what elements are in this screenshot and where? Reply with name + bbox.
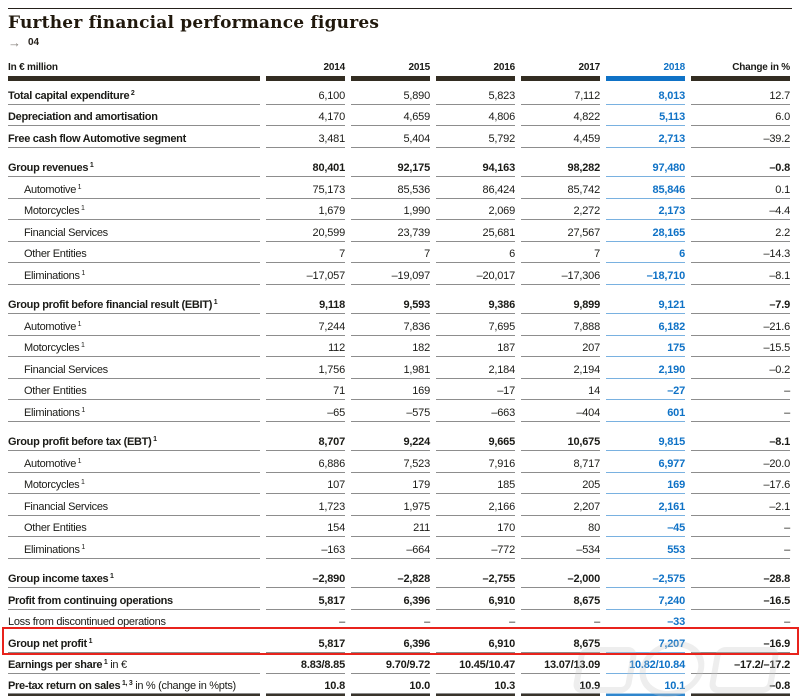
value-cell-highlight-year: 601: [606, 407, 685, 422]
value-cell: 9,665: [436, 436, 515, 451]
value-cell: 86,424: [436, 184, 515, 199]
value-cell-highlight-year: 6: [606, 248, 685, 263]
row-label: Other Entities: [8, 248, 260, 263]
row-label: Automotive $^1$: [8, 458, 260, 473]
value-cell: –0.2: [691, 364, 790, 379]
value-cell: 25,681: [436, 227, 515, 242]
value-cell: 10.9: [521, 680, 600, 696]
row-label: Financial Services: [8, 227, 260, 242]
value-cell: 9,224: [351, 436, 430, 451]
value-cell: 10.8: [266, 680, 345, 696]
value-cell: –2,890: [266, 573, 345, 588]
year-header-2018: 2018: [606, 62, 685, 81]
value-cell-highlight-year: 175: [606, 342, 685, 357]
value-cell: 92,175: [351, 162, 430, 177]
value-cell: 7,695: [436, 321, 515, 336]
value-cell: –: [509, 616, 515, 628]
value-cell: –17,306: [521, 270, 600, 285]
value-cell: 1,990: [351, 205, 430, 220]
value-cell-highlight-year: 8,013: [606, 90, 685, 105]
value-cell: –2.1: [691, 501, 790, 516]
value-cell-highlight-year: 169: [606, 479, 685, 494]
value-cell: 7: [266, 248, 345, 263]
value-cell: 6.0: [691, 111, 790, 126]
row-label: Other Entities: [8, 385, 260, 400]
value-cell: –15.5: [691, 342, 790, 357]
value-cell: –0.8: [691, 680, 790, 696]
change-header: Change in %: [691, 62, 790, 81]
value-cell: 179: [351, 479, 430, 494]
value-cell: –19,097: [351, 270, 430, 285]
value-cell: 112: [266, 342, 345, 357]
value-cell: 9,386: [436, 299, 515, 314]
top-rule: [8, 8, 792, 9]
value-cell: 5,817: [266, 595, 345, 610]
value-cell: –20.0: [691, 458, 790, 473]
row-label: Motorcycles $^1$: [8, 479, 260, 494]
section-number: 04: [28, 36, 40, 48]
value-cell: 27,567: [521, 227, 600, 242]
value-cell: 1,679: [266, 205, 345, 220]
value-cell: 80: [521, 522, 600, 537]
value-cell: 207: [521, 342, 600, 357]
value-cell: 4,806: [436, 111, 515, 126]
value-cell-highlight-year: 7,240: [606, 595, 685, 610]
year-header-2017: 2017: [521, 62, 600, 81]
value-cell: –: [691, 544, 790, 559]
value-cell: 7,836: [351, 321, 430, 336]
value-cell: 71: [266, 385, 345, 400]
value-cell: 2.2: [691, 227, 790, 242]
value-cell: 187: [436, 342, 515, 357]
value-cell: 205: [521, 479, 600, 494]
value-cell: 5,817: [266, 638, 345, 653]
value-cell: –: [691, 522, 790, 537]
year-header-2016: 2016: [436, 62, 515, 81]
value-cell: 10.0: [351, 680, 430, 696]
table-row: [8, 177, 792, 199]
value-cell: –14.3: [691, 248, 790, 263]
table-row: [8, 263, 792, 285]
value-cell: 5,404: [351, 133, 430, 148]
value-cell: 6,886: [266, 458, 345, 473]
value-cell: 98,282: [521, 162, 600, 177]
value-cell: 5,823: [436, 90, 515, 105]
table-group: [8, 156, 792, 285]
value-cell: –163: [266, 544, 345, 559]
value-cell: 6,910: [436, 638, 515, 653]
value-cell: 10,675: [521, 436, 600, 451]
row-label: Other Entities: [8, 522, 260, 537]
value-cell: –17.6: [691, 479, 790, 494]
value-cell: –772: [436, 544, 515, 559]
value-cell: 2,184: [436, 364, 515, 379]
table-row: [8, 588, 792, 610]
row-label: Motorcycles $^1$: [8, 342, 260, 357]
table-row: [8, 430, 792, 452]
value-cell: 8,707: [266, 436, 345, 451]
table-row: [8, 126, 792, 148]
value-cell: –16.5: [691, 595, 790, 610]
row-label: Financial Services: [8, 364, 260, 379]
table-row: [8, 357, 792, 379]
value-cell: 9,118: [266, 299, 345, 314]
value-cell: 6,100: [266, 90, 345, 105]
row-label: Eliminations $^1$: [8, 407, 260, 422]
value-cell: –: [784, 616, 790, 628]
value-cell-highlight-year: 6,977: [606, 458, 685, 473]
row-label: Automotive $^1$: [8, 184, 260, 199]
row-label: Depreciation and amortisation: [8, 111, 260, 126]
value-cell: –17,057: [266, 270, 345, 285]
value-cell: 12.7: [691, 90, 790, 105]
value-cell: 10.3: [436, 680, 515, 696]
value-cell: 6,396: [351, 638, 430, 653]
table-row: [8, 156, 792, 178]
table-row: [8, 242, 792, 264]
row-label: Free cash flow Automotive segment: [8, 133, 260, 148]
value-cell: 9,899: [521, 299, 600, 314]
table-row: [8, 494, 792, 516]
value-cell: 5,792: [436, 133, 515, 148]
table-group: [8, 83, 792, 148]
value-cell: 8,717: [521, 458, 600, 473]
row-label: Pre-tax return on sales $^{1, 3}$ in % (change in %pts): [8, 680, 260, 696]
table-row: [8, 516, 792, 538]
value-cell-highlight-year: 2,713: [606, 133, 685, 148]
row-label: Automotive $^1$: [8, 321, 260, 336]
table-row: [8, 379, 792, 401]
watermark-shape: [708, 647, 780, 693]
value-cell-highlight-year: –33: [667, 616, 685, 628]
value-cell: 75,173: [266, 184, 345, 199]
value-cell: 6,910: [436, 595, 515, 610]
value-cell-highlight-year: 7,207: [606, 638, 685, 653]
value-cell: 8,675: [521, 638, 600, 653]
value-cell: 2,166: [436, 501, 515, 516]
value-cell-highlight-year: 97,480: [606, 162, 685, 177]
table-row: [8, 293, 792, 315]
value-cell: 2,194: [521, 364, 600, 379]
table-row: [8, 473, 792, 495]
value-cell: 4,459: [521, 133, 600, 148]
year-header-2014: 2014: [266, 62, 345, 81]
value-cell: 7,888: [521, 321, 600, 336]
value-cell: –4.4: [691, 205, 790, 220]
table-row: [8, 336, 792, 358]
row-label: Group net profit $^1$: [8, 638, 260, 653]
row-label: Group revenues $^1$: [8, 162, 260, 177]
value-cell-highlight-year: –27: [606, 385, 685, 400]
value-cell: 5,890: [351, 90, 430, 105]
value-cell: 23,739: [351, 227, 430, 242]
value-cell: –: [339, 616, 345, 628]
value-cell: –39.2: [691, 133, 790, 148]
value-cell: –: [424, 616, 430, 628]
value-cell-highlight-year: 2,173: [606, 205, 685, 220]
value-cell-highlight-year: 5,113: [606, 111, 685, 126]
table-row: [8, 83, 792, 105]
row-label: Group income taxes $^1$: [8, 573, 260, 588]
watermark: [566, 633, 796, 699]
value-cell: 107: [266, 479, 345, 494]
row-label: Profit from continuing operations: [8, 595, 260, 610]
value-cell-highlight-year: –18,710: [606, 270, 685, 285]
value-cell: –8.1: [691, 436, 790, 451]
value-cell: 80,401: [266, 162, 345, 177]
value-cell-highlight-year: 6,182: [606, 321, 685, 336]
value-cell: 9.70/9.72: [351, 659, 430, 674]
table-body: [8, 83, 792, 696]
value-cell: 85,536: [351, 184, 430, 199]
value-cell: 85,742: [521, 184, 600, 199]
value-cell: 170: [436, 522, 515, 537]
watermark-shape: [635, 641, 709, 697]
value-cell: 4,822: [521, 111, 600, 126]
value-cell-highlight-year: 2,190: [606, 364, 685, 379]
value-cell: 7,523: [351, 458, 430, 473]
value-cell: 1,981: [351, 364, 430, 379]
row-label: Loss from discontinued operations: [8, 616, 166, 628]
value-cell: –2,000: [521, 573, 600, 588]
value-cell: –21.6: [691, 321, 790, 336]
value-cell: 211: [351, 522, 430, 537]
value-cell: 7: [521, 248, 600, 263]
value-cell-highlight-year: –45: [606, 522, 685, 537]
value-cell: –7.9: [691, 299, 790, 314]
value-cell: 2,069: [436, 205, 515, 220]
value-cell: –17.2/–17.2: [691, 659, 790, 674]
value-cell: 154: [266, 522, 345, 537]
table-row: [8, 220, 792, 242]
value-cell-highlight-year: 9,815: [606, 436, 685, 451]
value-cell: 2,272: [521, 205, 600, 220]
value-cell: 14: [521, 385, 600, 400]
table-row: [8, 537, 792, 559]
value-cell: –404: [521, 407, 600, 422]
value-cell: 3,481: [266, 133, 345, 148]
value-cell: 1,975: [351, 501, 430, 516]
value-cell-highlight-year: 28,165: [606, 227, 685, 242]
table-row: [8, 314, 792, 336]
value-cell: 20,599: [266, 227, 345, 242]
value-cell: –2,755: [436, 573, 515, 588]
table-row: [8, 105, 792, 127]
value-cell: 94,163: [436, 162, 515, 177]
watermark-shape: [572, 647, 638, 693]
value-cell: –: [691, 385, 790, 400]
value-cell-highlight-year: 85,846: [606, 184, 685, 199]
value-cell: 13.07/13.09: [521, 659, 600, 674]
value-cell: –17: [436, 385, 515, 400]
value-cell: 10.45/10.47: [436, 659, 515, 674]
section-ref: [8, 34, 792, 50]
value-cell-highlight-year: 9,121: [606, 299, 685, 314]
arrow-right-icon: →: [8, 34, 21, 50]
value-cell: –28.8: [691, 573, 790, 588]
table-row: [8, 610, 792, 632]
value-cell: –663: [436, 407, 515, 422]
value-cell: 182: [351, 342, 430, 357]
table-row: [8, 451, 792, 473]
value-cell: 7,244: [266, 321, 345, 336]
value-cell: 0.1: [691, 184, 790, 199]
row-label: Group profit before tax (EBT) $^1$: [8, 436, 260, 451]
table-group: [8, 293, 792, 422]
table-row: [8, 400, 792, 422]
row-label: Total capital expenditure $^2$: [8, 90, 260, 105]
value-cell: 7,916: [436, 458, 515, 473]
value-cell: 6,396: [351, 595, 430, 610]
row-label: Group profit before financial result (EBIT) $^1$: [8, 299, 260, 314]
value-cell: –65: [266, 407, 345, 422]
value-cell: 7: [351, 248, 430, 263]
value-cell: –0.8: [691, 162, 790, 177]
value-cell: –16.9: [691, 638, 790, 653]
value-cell-highlight-year: –2,575: [606, 573, 685, 588]
value-cell: 169: [351, 385, 430, 400]
value-cell: 1,723: [266, 501, 345, 516]
row-label: Eliminations $^1$: [8, 270, 260, 285]
value-cell: 4,659: [351, 111, 430, 126]
value-cell-highlight-year: 10.1: [606, 680, 685, 696]
table-header: [8, 62, 792, 81]
value-cell-highlight-year: 2,161: [606, 501, 685, 516]
value-cell: –664: [351, 544, 430, 559]
year-header-2015: 2015: [351, 62, 430, 81]
value-cell-highlight-year: 10.82/10.84: [606, 659, 685, 674]
value-cell: –20,017: [436, 270, 515, 285]
value-cell: –: [594, 616, 600, 628]
table-group: [8, 430, 792, 559]
value-cell: –: [691, 407, 790, 422]
value-cell: 2,207: [521, 501, 600, 516]
value-cell: –575: [351, 407, 430, 422]
value-cell: 7,112: [521, 90, 600, 105]
value-cell-highlight-year: 553: [606, 544, 685, 559]
value-cell: –534: [521, 544, 600, 559]
value-cell: 8.83/8.85: [266, 659, 345, 674]
row-label: Eliminations $^1$: [8, 544, 260, 559]
table-row: [8, 567, 792, 589]
value-cell: 1,756: [266, 364, 345, 379]
row-label: Motorcycles $^1$: [8, 205, 260, 220]
value-cell: 4,170: [266, 111, 345, 126]
value-cell: –2,828: [351, 573, 430, 588]
value-cell: 6: [436, 248, 515, 263]
value-cell: 185: [436, 479, 515, 494]
value-cell: –8.1: [691, 270, 790, 285]
unit-header: In € million: [8, 62, 260, 81]
table-row: [8, 199, 792, 221]
row-label: Financial Services: [8, 501, 260, 516]
value-cell: 9,593: [351, 299, 430, 314]
page-title: Further financial performance figures: [8, 13, 380, 33]
row-label: Earnings per share $^1$ in €: [8, 659, 260, 674]
value-cell: 8,675: [521, 595, 600, 610]
